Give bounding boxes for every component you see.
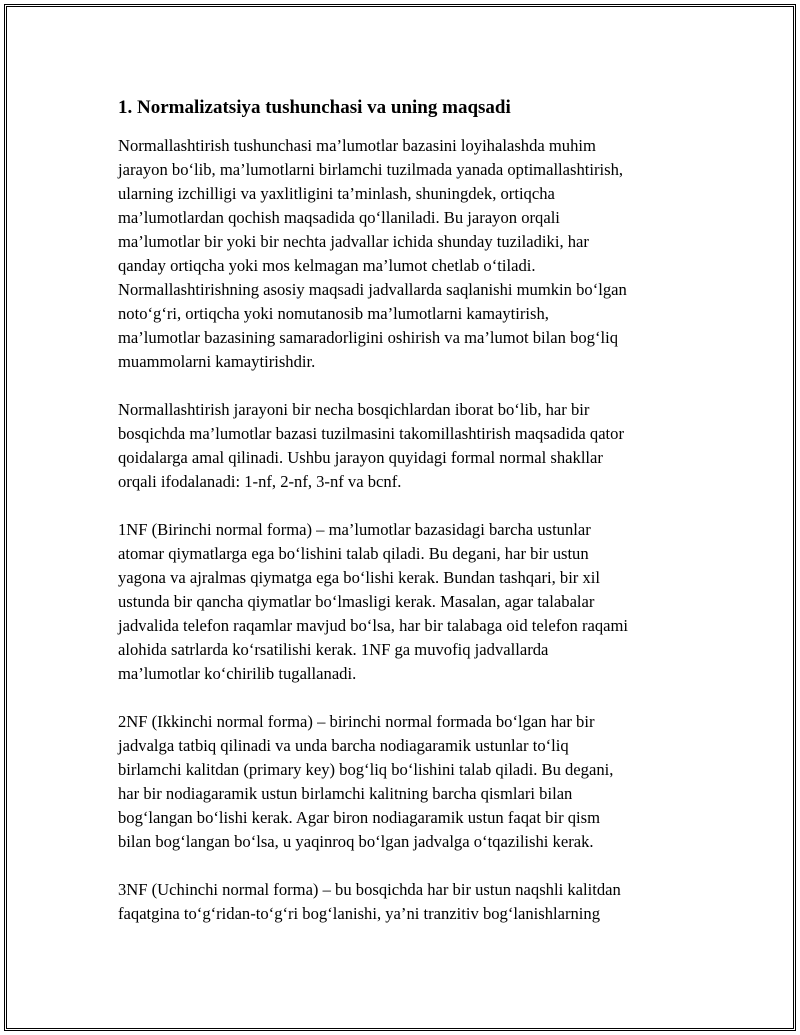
paragraph-process: Normallashtirish jarayoni bir necha bosqichlardan iborat bo‘lib, har bir bosqichda ma’lumotlar bazasi tuzilmasini takomillashtirish maqsadida qator qoidalarga amal qilinadi. Ushbu jarayon quyidagi formal normal shakllar orqali ifodalanadi: 1-nf, 2-nf, 3-nf va bcnf.: [118, 400, 624, 491]
paragraph-2nf: 2NF (Ikkinchi normal forma) – birinchi normal formada bo‘lgan har bir jadvalga tatbiq qilinadi va unda barcha nodiagaramik ustunlar to‘liq birlamchi kalitdan (primary key) bog‘liq bo‘lishini talab qiladi. Bu degani, har bir nodiagaramik ustun birlamchi kalitning barcha qismlari bilan bog‘langan bo‘lishi kerak. Agar biron nodiagaramik ustun faqat bir qism bilan bog‘langan bo‘lsa, u yaqinroq bo‘lgan jadvalga o‘tqazilishi kerak.: [118, 712, 614, 851]
paragraph-3nf: 3NF (Uchinchi normal forma) – bu bosqichda har bir ustun naqshli kalitdan faqatgina to‘g‘ridan-to‘g‘ri bog‘lanishi, ya’ni tranzitiv bog‘lanishlarning: [118, 880, 621, 923]
section-heading: 1. Normalizatsiya tushunchasi va uning maqsadi: [118, 97, 511, 118]
document-body: [118, 96, 688, 950]
paragraph-intro: Normallashtirish tushunchasi ma’lumotlar bazasini loyihalashda muhim jarayon bo‘lib, ma’lumotlarni birlamchi tuzilmada yanada optimallashtirish, ularning izchilligi va yaxlitligini ta’minlash, shuningdek, ortiqcha ma’lumotlardan qochish maqsadida qo‘llaniladi. Bu jarayon orqali ma’lumotlar bir yoki bir nechta jadvallar ichida shunday tuziladiki, har qanday ortiqcha yoki mos kelmagan ma’lumot chetlab o‘tiladi. Normallashtirishning asosiy maqsadi jadvallarda saqlanishi mumkin bo‘lgan noto‘g‘ri, ortiqcha yoki nomutanosib ma’lumotlarni kamaytirish, ma’lumotlar bazasining samaradorligini oshirish va ma’lumot bilan bog‘liq muammolarni kamaytirishdir.: [118, 136, 627, 371]
paragraph-1nf: 1NF (Birinchi normal forma) – ma’lumotlar bazasidagi barcha ustunlar atomar qiymatlarga ega bo‘lishini talab qiladi. Bu degani, har bir ustun yagona va ajralmas qiymatga ega bo‘lishi kerak. Bundan tashqari, bir xil ustunda bir qancha qiymatlar bo‘lmasligi kerak. Masalan, agar talabalar jadvalida telefon raqamlar mavjud bo‘lsa, har bir talabaga oid telefon raqami alohida satrlarda ko‘rsatilishi kerak. 1NF ga muvofiq jadvallarda ma’lumotlar ko‘chirilib tugallanadi.: [118, 520, 629, 683]
